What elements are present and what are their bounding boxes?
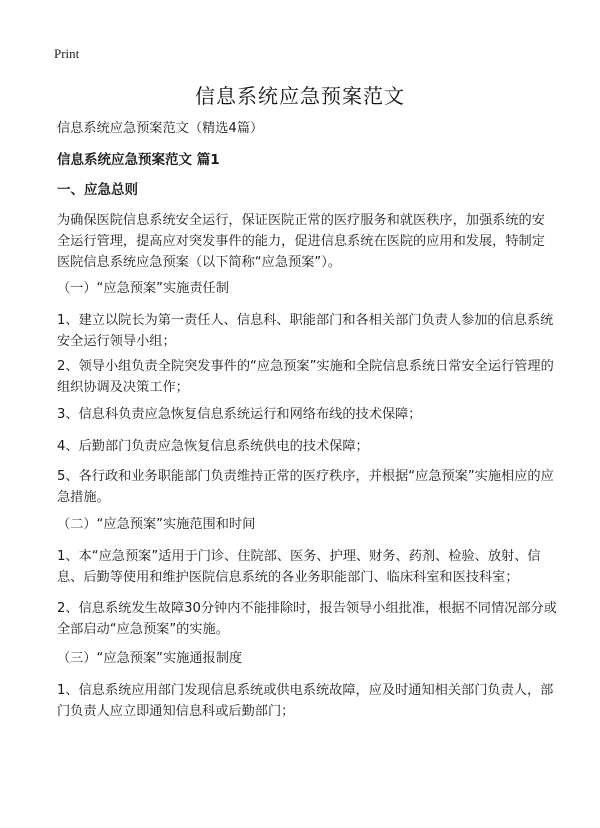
subsection-heading-1: （一）“应急预案”实施责任制 xyxy=(57,281,229,296)
list-item: 1、建立以院长为第一责任人、信息科、职能部门和各相关部门负责人参加的信息系统安全运行领导小组； xyxy=(57,313,554,349)
print-label: Print xyxy=(54,46,80,61)
intro-paragraph: 为确保医院信息系统安全运行，保证医院正常的医疗服务和就医秩序，加强系统的安全运行管理，提高应对突发事件的能力，促进信息系统在医院的应用和发展，特制定医院信息系统应急预案（以下简称“应急预案”）。 xyxy=(57,213,545,270)
list-item: 2、领导小组负责全院突发事件的“应急预案”实施和全院信息系统日常安全运行管理的组织协调及决策工作； xyxy=(57,359,554,395)
subsection-heading-3: （三）“应急预案”实施通报制度 xyxy=(57,651,243,666)
list-item: 2、信息系统发生故障30分钟内不能排除时，报告领导小组批准，根据不同情况部分或全部启动“应急预案”的实施。 xyxy=(57,601,557,637)
subsection-heading-2: （二）“应急预案”实施范围和时间 xyxy=(57,517,256,532)
list-item: 1、信息系统应用部门发现信息系统或供电系统故障，应及时通知相关部门负责人，部门负责人应立即通知信息科或后勤部门； xyxy=(57,683,554,719)
list-item: 4、后勤部门负责应急恢复信息系统供电的技术保障； xyxy=(57,439,369,454)
list-item: 3、信息科负责应急恢复信息系统运行和网络布线的技术保障； xyxy=(57,407,422,422)
page-title: 信息系统应急预案范文 xyxy=(195,84,405,108)
list-item: 1、本“应急预案”适用于门诊、住院部、医务、护理、财务、药剂、检验、放射、信息、后勤等使用和维护医院信息系统的各业务职能部门、临床科室和医技科室； xyxy=(57,549,541,585)
list-item: 5、各行政和业务职能部门负责维持正常的医疗秩序，并根据“应急预案”实施相应的应急措施。 xyxy=(57,469,554,505)
document-subtitle: 信息系统应急预案范文（精选4篇） xyxy=(57,121,264,136)
article-heading: 信息系统应急预案范文 篇1 xyxy=(57,152,220,168)
section-heading: 一、应急总则 xyxy=(57,182,138,198)
